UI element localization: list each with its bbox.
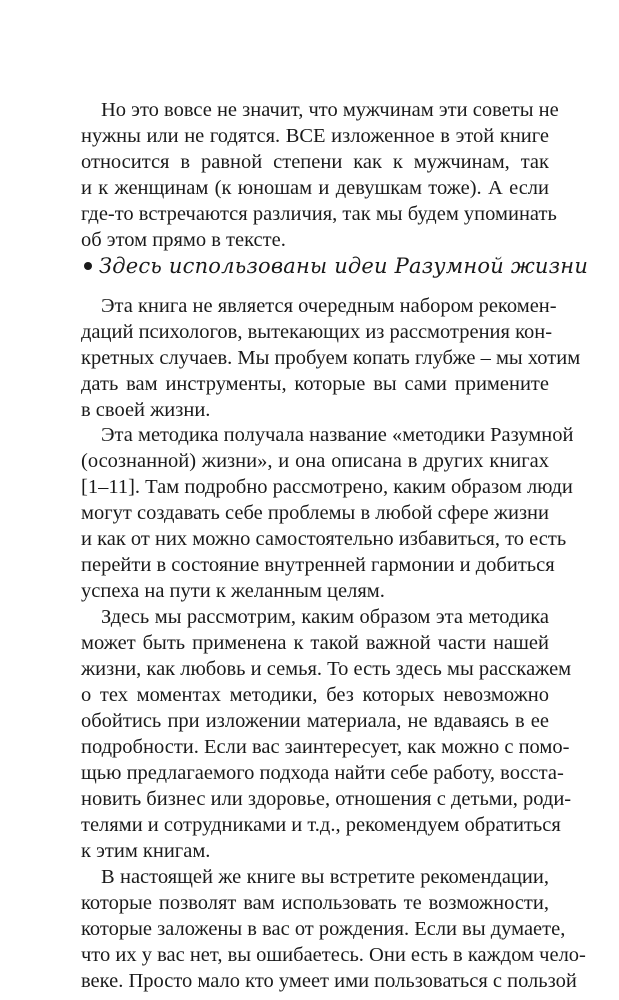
text-line: к этим книгам. (81, 840, 211, 862)
text-line: жизни, как любовь и семья. То есть здесь мы расскажем (81, 658, 572, 680)
text-line: в своей жизни. (81, 399, 211, 421)
text-line: новить бизнес или здоровье, отношения с детьми, роди- (81, 788, 572, 810)
text-line: веке. Просто мало кто умеет ими пользоваться с пользой (81, 970, 577, 992)
text-line: где-то встречаются различия, так мы будем упоминать (81, 203, 557, 225)
text-line: что их у вас нет, вы ошибаетесь. Они есть в каждом чело- (81, 944, 586, 966)
text-line: В настоящей же книге вы встретите рекомендации, (101, 866, 549, 888)
text-line: (осознанной) жизни», и она описана в других книгах (81, 450, 549, 472)
text-line: дать вам инструменты, которые вы сами примените (81, 373, 549, 395)
text-line: Эта книга не является очередным набором рекомен- (101, 295, 557, 317)
text-line: кретных случаев. Мы пробуем копать глубже – мы хотим (81, 347, 581, 369)
text-line: нужны или не годятся. ВСЕ изложенное в этой книге (81, 125, 549, 147)
text-line: подробности. Если вас заинтересует, как можно с помо- (81, 736, 570, 758)
section-heading-text: Здесь использованы идеи Разумной жизни (99, 254, 589, 278)
text-line: и как от них можно самостоятельно избавиться, то есть (81, 528, 567, 550)
text-line: Эта методика получала название «методики Разумной (101, 424, 574, 446)
bullet-icon (84, 262, 92, 270)
text-line: и к женщинам (к юношам и девушкам тоже). А если (81, 177, 549, 199)
text-line: о тех моментах методики, без которых невозможно (81, 684, 549, 706)
text-line: даций психологов, вытекающих из рассмотрения кон- (81, 321, 553, 343)
text-line: относится в равной степени как к мужчинам, так (81, 151, 549, 173)
text-line: успеха на пути к желанным целям. (81, 580, 385, 602)
text-line: телями и сотрудниками и т.д., рекомендуем обратиться (81, 814, 561, 836)
text-line: об этом прямо в тексте. (81, 229, 286, 251)
text-line: Но это вовсе не значит, что мужчинам эти советы не (101, 99, 559, 121)
text-line: Здесь мы рассмотрим, каким образом эта методика (101, 606, 549, 628)
text-line: может быть применена к такой важной части нашей (81, 632, 549, 654)
text-line: обойтись при изложении материала, не вдаваясь в ее (81, 710, 549, 732)
text-line: могут создавать себе проблемы в любой сфере жизни (81, 502, 549, 524)
text-line: [1–11]. Там подробно рассмотрено, каким образом люди (81, 476, 573, 498)
section-heading (84, 252, 589, 280)
text-line: которые заложены в вас от рождения. Если вы думаете, (81, 918, 566, 940)
text-line: перейти в состояние внутренней гармонии и добиться (81, 554, 555, 576)
text-line: которые позволят вам использовать те возможности, (81, 892, 549, 914)
text-line: щью предлагаемого подхода найти себе работу, восста- (81, 762, 564, 784)
